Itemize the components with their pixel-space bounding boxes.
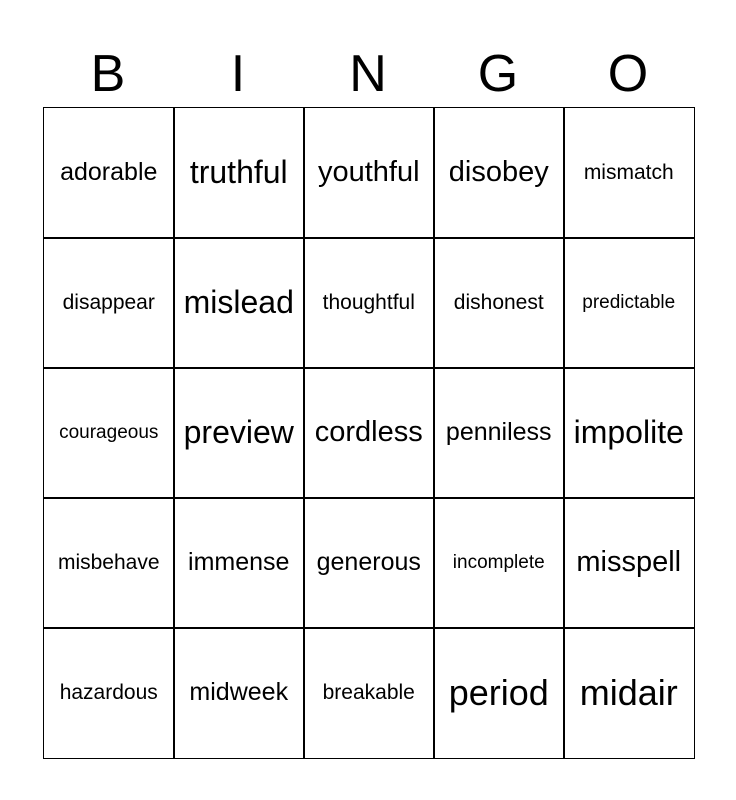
- bingo-cell[interactable]: predictable: [563, 237, 695, 369]
- bingo-cell[interactable]: disappear: [43, 237, 175, 369]
- header-letter-i: I: [230, 45, 246, 103]
- bingo-cell[interactable]: thoughtful: [303, 237, 435, 369]
- bingo-cell[interactable]: courageous: [43, 367, 175, 499]
- bingo-cell[interactable]: misspell: [563, 497, 695, 629]
- header-letter-n: N: [349, 45, 387, 103]
- bingo-cell[interactable]: misbehave: [43, 497, 175, 629]
- header-letter-b: B: [90, 45, 126, 103]
- bingo-cell[interactable]: incomplete: [433, 497, 565, 629]
- bingo-cell[interactable]: period: [433, 627, 565, 759]
- bingo-cell[interactable]: generous: [303, 497, 435, 629]
- header-letter-g: G: [477, 45, 519, 103]
- bingo-header: [43, 40, 693, 108]
- bingo-cell[interactable]: adorable: [43, 107, 175, 239]
- bingo-cell[interactable]: mismatch: [563, 107, 695, 239]
- bingo-cell[interactable]: disobey: [433, 107, 565, 239]
- bingo-cell[interactable]: mislead: [173, 237, 305, 369]
- header-letter-o: O: [607, 45, 649, 103]
- bingo-cell[interactable]: midweek: [173, 627, 305, 759]
- bingo-cell[interactable]: penniless: [433, 367, 565, 499]
- bingo-cell[interactable]: impolite: [563, 367, 695, 499]
- bingo-cell[interactable]: cordless: [303, 367, 435, 499]
- bingo-cell[interactable]: immense: [173, 497, 305, 629]
- bingo-cell[interactable]: dishonest: [433, 237, 565, 369]
- bingo-cell[interactable]: truthful: [173, 107, 305, 239]
- bingo-cell[interactable]: breakable: [303, 627, 435, 759]
- bingo-cell[interactable]: midair: [563, 627, 695, 759]
- bingo-cell[interactable]: youthful: [303, 107, 435, 239]
- bingo-cell[interactable]: hazardous: [43, 627, 175, 759]
- bingo-board: [43, 107, 693, 757]
- bingo-cell[interactable]: preview: [173, 367, 305, 499]
